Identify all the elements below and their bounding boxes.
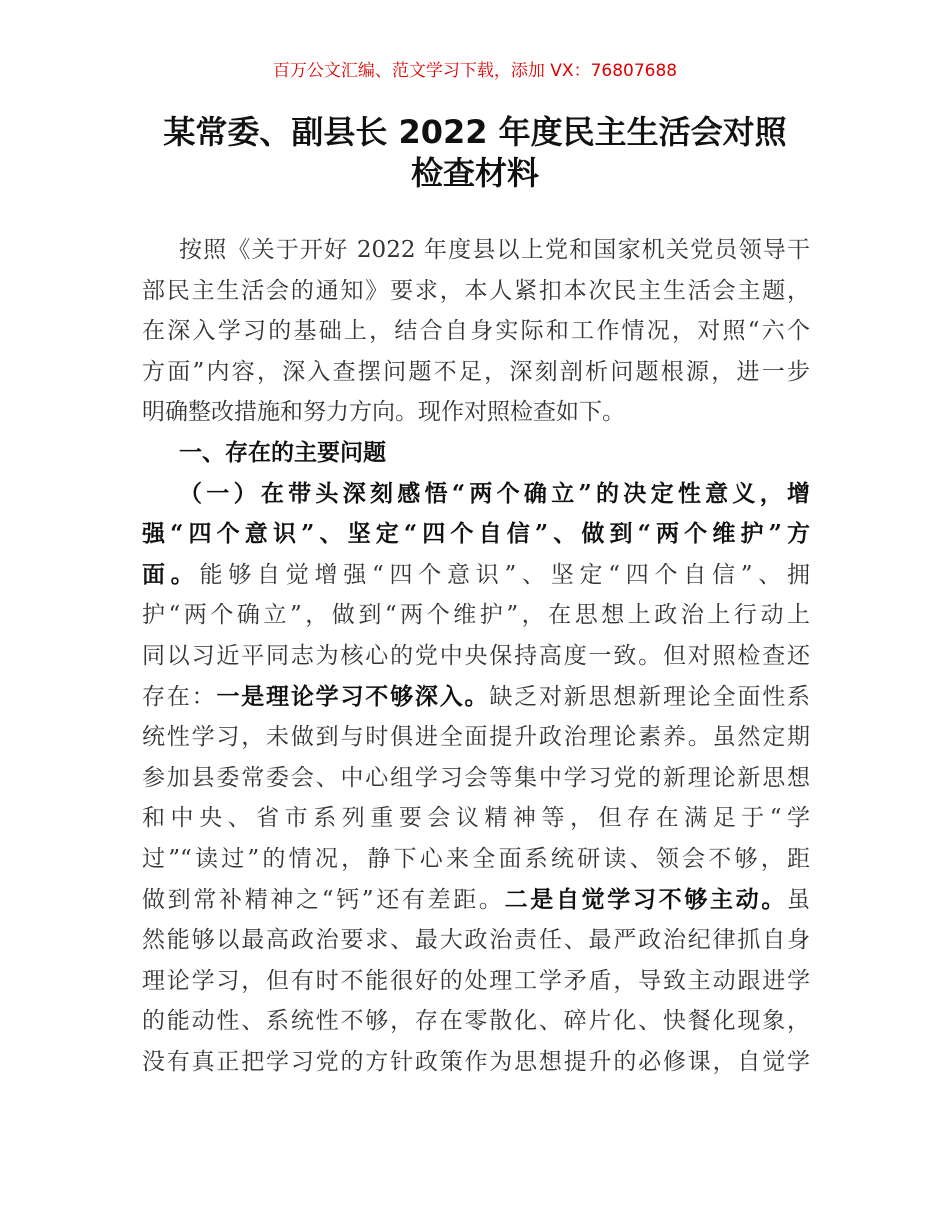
text-span: 虽 xyxy=(787,886,810,913)
text-line xyxy=(142,920,810,961)
text-span: 然能够以最高政治要求、最大政治责任、最严政治纪律抓自身 xyxy=(142,927,810,954)
text-line xyxy=(142,798,810,839)
text-line: 按照《关于开好 2022 年度县以上党和国家机关党员领导干 xyxy=(179,237,810,263)
text-line xyxy=(142,474,810,515)
text-span: 缺乏对新思想新理论全面性系 xyxy=(489,683,811,710)
text-line: 明确整改措施和努力方向。现作对照检查如下。 xyxy=(142,399,625,426)
text-span: 参加县委常委会、中心组学习会等集中学习党的新理论新思想 xyxy=(142,764,810,791)
text-line xyxy=(142,961,810,1002)
text-line xyxy=(142,758,810,799)
text-span: 没有真正把学习党的方针政策作为思想提升的必修课，自觉学 xyxy=(142,1048,810,1075)
header-banner: 百万公文汇编、范文学习下载，添加 VX：76807688 xyxy=(272,61,678,81)
document-title xyxy=(100,112,850,194)
text-span: 做到常补精神之“钙”还有差距。 xyxy=(142,886,505,913)
text-line xyxy=(142,880,810,921)
text-span: 护“两个确立”，做到“两个维护”，在思想上政治上行动上 xyxy=(142,602,810,629)
text-span: 存在： xyxy=(142,683,217,710)
text-span: 统性学习，未做到与时俱进全面提升政治理论素养。虽然定期 xyxy=(142,724,810,751)
bold-text: 一是理论学习不够深入。 xyxy=(216,682,490,710)
text-line xyxy=(142,1042,810,1083)
intro-paragraph xyxy=(142,230,810,433)
bold-text: 面。 xyxy=(142,560,200,588)
text-line: 部民主生活会的通知》要求，本人紧扣本次民主生活会主题， xyxy=(142,277,810,304)
bold-text: （一）在带头深刻感悟“两个确立”的决定性意义，增 xyxy=(179,479,810,507)
section-heading: 一、存在的主要问题 xyxy=(179,438,386,466)
text-span: 同以习近平同志为核心的党中央保持高度一致。但对照检查还 xyxy=(142,642,810,669)
text-line xyxy=(142,514,810,555)
text-span: 和中央、省市系列重要会议精神等，但存在满足于“学 xyxy=(142,805,810,832)
text-span: 能够自觉增强“四个意识”、坚定“四个自信”、拥 xyxy=(199,561,810,588)
bold-text: 强“四个意识”、坚定“四个自信”、做到“两个维护”方 xyxy=(142,520,810,548)
text-span: 的能动性、系统性不够，存在零散化、碎片化、快餐化现象， xyxy=(142,1008,810,1035)
text-line xyxy=(142,595,810,636)
text-line xyxy=(142,636,810,677)
text-line xyxy=(142,677,810,718)
text-line: 在深入学习的基础上，结合自身实际和工作情况，对照“六个 xyxy=(142,318,810,345)
text-line xyxy=(142,555,810,596)
text-span: 过”“读过”的情况，静下心来全面系统研读、领会不够，距 xyxy=(142,845,810,872)
title-line: 检查材料 xyxy=(410,154,539,192)
problem-paragraph xyxy=(142,474,810,1083)
text-line: 方面”内容，深入查摆问题不足，深刻剖析问题根源，进一步 xyxy=(142,358,810,385)
text-line xyxy=(142,1001,810,1042)
text-line xyxy=(142,717,810,758)
text-line xyxy=(142,839,810,880)
bold-text: 二是自觉学习不够主动。 xyxy=(504,885,787,913)
document-body xyxy=(142,230,810,1082)
title-line: 某常委、副县长 2022 年度民主生活会对照 xyxy=(163,113,787,151)
text-span: 理论学习，但有时不能很好的处理工学矛盾，导致主动跟进学 xyxy=(142,967,810,994)
